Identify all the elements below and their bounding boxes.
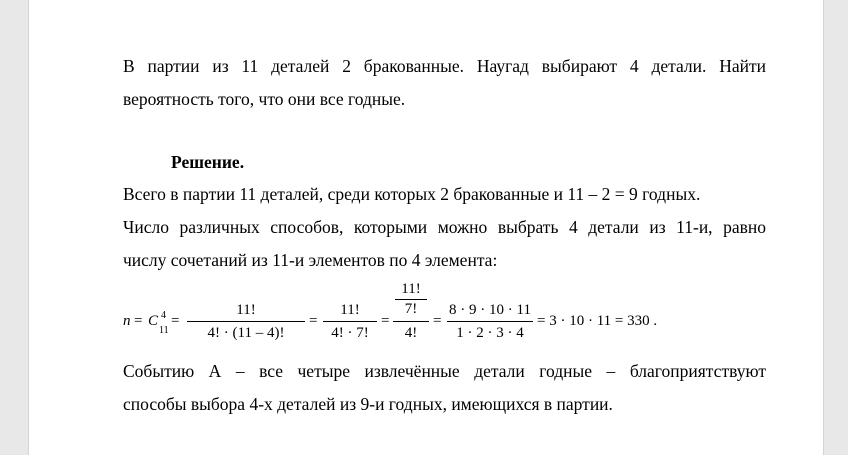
fraction-4-bar: [447, 321, 533, 322]
formula-n: n: [123, 313, 131, 329]
formula-c-subscript: 11: [159, 325, 169, 336]
solution-paragraph-1: Всего в партии 11 деталей, среди которых 2 бракованные и 11 – 2 = 9 годных.: [123, 184, 701, 204]
solution-paragraph-3-line-2: способы выбора 4-х деталей из 9-и годных, имеющихся в партии.: [123, 394, 613, 414]
fraction-3-denominator: 4!: [404, 325, 418, 341]
fraction-3-inner-bar: [395, 299, 427, 300]
formula-result: = 3 · 10 · 11 = 330 .: [537, 313, 658, 329]
fraction-4-numerator: 8 · 9 · 10 · 11: [449, 302, 531, 318]
document-page: [28, 0, 824, 455]
fraction-2-denominator: 4! · 7!: [331, 325, 369, 341]
formula-equals-3: =: [309, 313, 318, 329]
fraction-4-denominator: 1 · 2 · 3 · 4: [456, 325, 524, 341]
problem-line-1: В партии из 11 деталей 2 бракованные. Наугад выбирают 4 детали. Найти: [123, 56, 766, 76]
solution-paragraph-3-line-1: Событию А – все четыре извлечённые детали годные – благоприятствуют: [123, 361, 766, 381]
fraction-1-denominator: 4! · (11 – 4)!: [207, 325, 285, 341]
solution-heading: Решение.: [171, 152, 245, 172]
combination-formula: [123, 283, 723, 353]
formula-equals: =: [134, 313, 143, 329]
fraction-3-inner-denominator: 7!: [404, 301, 418, 317]
fraction-1-numerator: 11!: [236, 302, 256, 318]
solution-paragraph-2-line-2: числу сочетаний из 11-и элементов по 4 элемента:: [123, 250, 498, 270]
fraction-3-inner-numerator: 11!: [401, 281, 421, 297]
formula-c: C: [148, 313, 159, 329]
fraction-2-bar: [323, 321, 377, 322]
problem-line-2: вероятность того, что они все годные.: [123, 89, 406, 109]
fraction-2-numerator: 11!: [340, 302, 360, 318]
formula-equals-5: =: [433, 313, 442, 329]
formula-c-superscript: 4: [161, 310, 166, 321]
formula-equals-4: =: [381, 313, 390, 329]
formula-equals-2: =: [171, 313, 180, 329]
fraction-1-bar: [187, 321, 305, 322]
solution-paragraph-2-line-1: Число различных способов, которыми можно выбрать 4 детали из 11-и, равно: [123, 217, 766, 237]
fraction-3-bar: [393, 321, 429, 322]
